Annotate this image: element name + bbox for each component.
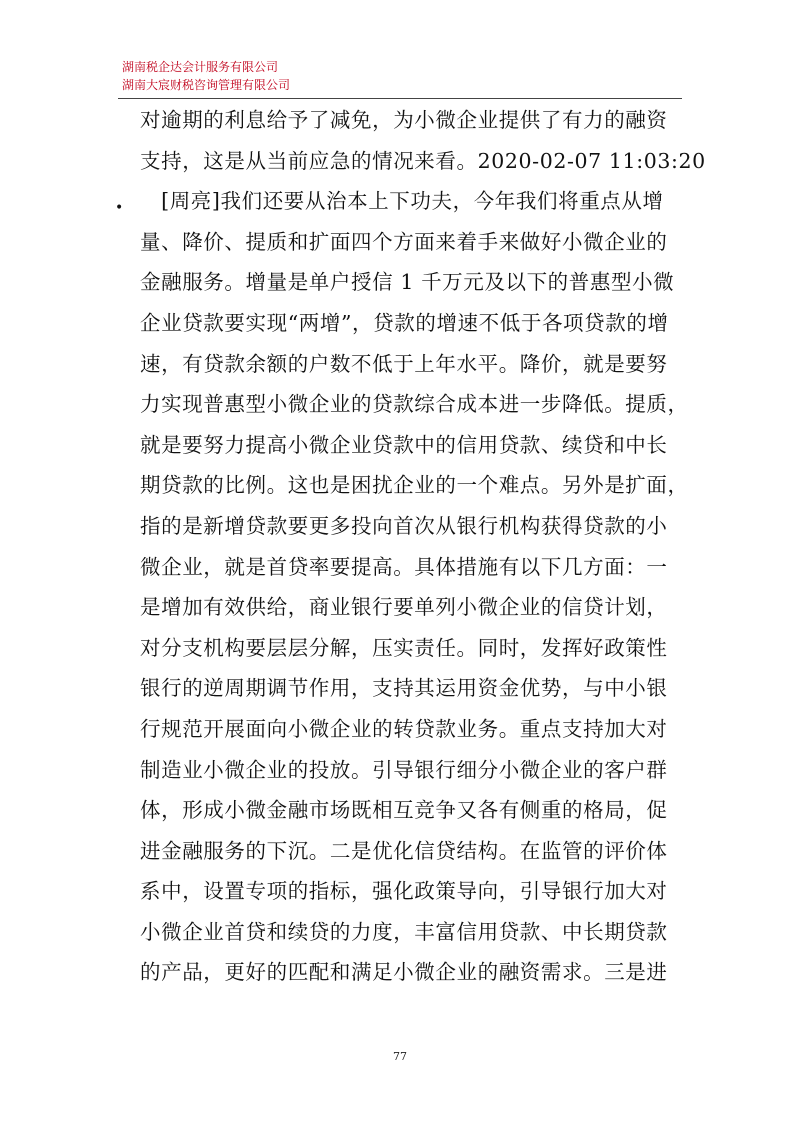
text-line: 小微企业首贷和续贷的力度，丰富信用贷款、中长期贷款 [140,919,668,944]
text-line: 对分支机构要层层分解，压实责任。同时，发挥好政策性 [140,635,668,660]
text-line: [周亮]我们还要从治本上下功夫，今年我们将重点从增 [140,189,664,214]
text-line: 体，形成小微金融市场既相互竞争又各有侧重的格局，促 [140,798,668,823]
text-line: 企业贷款要实现“两增”，贷款的增速不低于各项贷款的增 [140,310,669,335]
text-line: 微企业，就是首贷率要提高。具体措施有以下几方面：一 [140,554,668,579]
text-line: 期贷款的比例。这也是困扰企业的一个难点。另外是扩面， [140,473,689,498]
header-divider [118,98,682,99]
text-line: 速，有贷款余额的户数不低于上年水平。降价，就是要努 [140,351,668,376]
text-line: 制造业小微企业的投放。引导银行细分小微企业的客户群 [140,757,668,782]
page-header [122,58,682,94]
text-line: 的产品，更好的匹配和满足小微企业的融资需求。三是进 [140,960,668,985]
text-line: 就是要努力提高小微企业贷款中的信用贷款、续贷和中长 [140,432,668,457]
text-line: 银行的逆周期调节作用，支持其运用资金优势，与中小银 [140,676,668,701]
header-company-line-2: 湖南大宸财税咨询管理有限公司 [122,78,291,92]
header-company-line-1: 湖南税企达会计服务有限公司 [122,60,279,74]
text-line: 支持，这是从当前应急的情况来看。2020-02-07 11:03:20 [140,148,706,173]
text-line: 金融服务。增量是单户授信 1 千万元及以下的普惠型小微 [140,270,675,295]
page-number: 77 [393,1050,407,1063]
text-line: 指的是新增贷款要更多投向首次从银行机构获得贷款的小 [140,513,668,538]
list-bullet: • [115,200,124,216]
text-line: 力实现普惠型小微企业的贷款综合成本进一步降低。提质， [140,392,689,417]
text-line: 对逾期的利息给予了减免，为小微企业提供了有力的融资 [140,108,668,132]
text-line: 量、降价、提质和扩面四个方面来着手来做好小微企业的 [140,229,668,254]
text-line: 是增加有效供给，商业银行要单列小微企业的信贷计划， [140,595,668,620]
text-line: 行规范开展面向小微企业的转贷款业务。重点支持加大对 [140,716,668,741]
body-text [140,100,706,993]
text-line: 系中，设置专项的指标，强化政策导向，引导银行加大对 [140,879,668,904]
text-line: 进金融服务的下沉。二是优化信贷结构。在监管的评价体 [140,838,668,863]
